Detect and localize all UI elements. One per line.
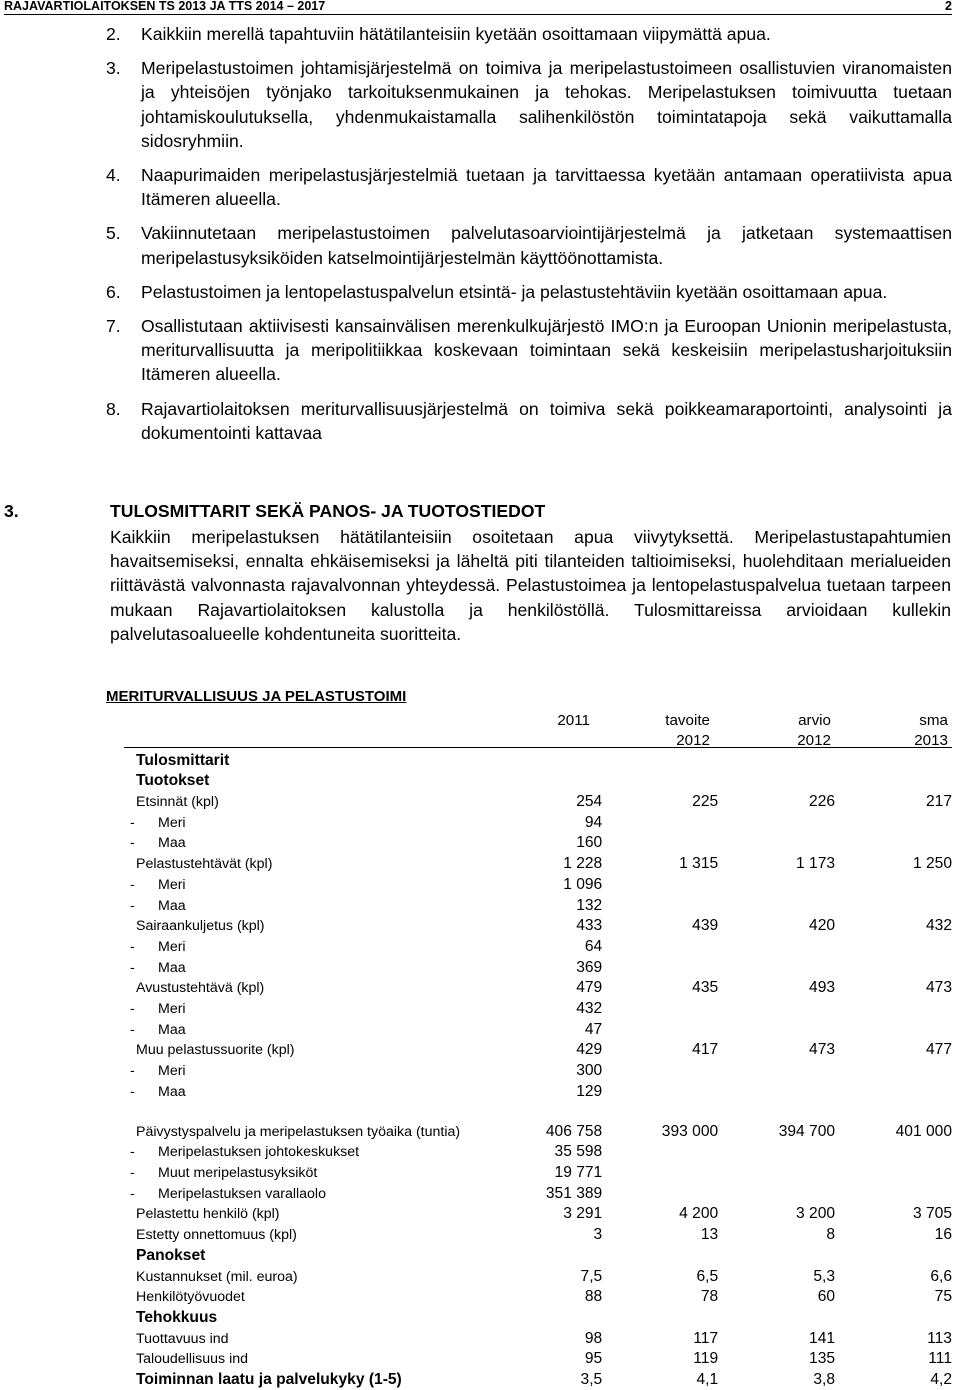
cell-value [602,1060,718,1081]
list-item [106,22,952,46]
row-label-text: Maa [158,1021,186,1038]
row-label [136,1102,529,1142]
row-label [130,1019,529,1040]
table-row [136,1245,952,1266]
column-header-sma [858,711,948,751]
table-row [136,750,952,771]
cell-value: 4,2 [930,1370,952,1388]
cell-value: 129 [576,1082,603,1100]
row-label [136,791,529,812]
cell-value: 4,1 [696,1370,719,1388]
table-row [136,1328,952,1349]
cell-value: 113 [927,1329,952,1347]
column-header-line2: 2013 [914,732,948,749]
cell-value: 433 [576,917,603,935]
row-label [130,998,529,1019]
cell-value [835,1162,952,1183]
table-row [136,1287,952,1308]
cell-value [602,771,718,792]
cell-value [718,874,835,895]
cell-value: 439 [692,917,719,935]
list-item-number: 4. [106,165,121,186]
list-item-text: Naapurimaiden meripelastusjärjestelmiä tuetaan ja tarvittaessa kyetään antamaan operatiivista apua Itämeren alueella. [141,165,952,210]
cell-value: 117 [693,1329,719,1347]
cell-value [602,1183,718,1204]
row-label-text: Maa [158,835,186,852]
cell-value: 217 [925,793,952,811]
page-header [4,0,952,15]
cell-value [835,1081,952,1102]
list-item [106,397,952,445]
list-item-number: 5. [106,223,121,244]
cell-value: 8 [826,1226,836,1244]
row-label-text: Henkilötyövuodet [136,1289,245,1306]
cell-value: 160 [576,834,603,852]
cell-value [602,895,718,916]
cell-value [529,1307,602,1328]
cell-value [602,750,718,771]
table-row [136,791,952,812]
table-row [136,957,952,978]
row-label [130,874,529,895]
cell-value [835,998,952,1019]
section-body: Kaikkiin meripelastuksen hätätilanteisiin osoitetaan apua viivytyksettä. Meripelastustapahtumien havaitsemiseksi, ennalta ehkäisemiseksi ja läheltä piti tilanteiden taltioimiseksi, huolehditaan merialueiden riittävästä valvonnasta rajavalvonnan yhteydessä. Pelastustoimea ja lentopelastuspalvelua tuetaan tarpeen mukaan Rajavartiolaitoksen kalustolla ja henkilöstöllä. Tulosmittareissa arvioidaan kullekin palvelutasoalueelle kohdentuneita suoritteita. [110,527,951,644]
cell-value [602,998,718,1019]
header-title: RAJAVARTIOLAITOKSEN TS 2013 JA TTS 2014 – 2017 [4,0,326,13]
dash-marker: - [130,1063,135,1079]
table-row [136,1102,952,1142]
list-item-text: Vakiinnutetaan meripelastustoimen palvelutasoarviointijärjestelmä ja jatketaan systemaattisen meripelastusyksiköiden katselmointijärjestelmän käyttöönottamista. [141,223,952,268]
cell-value: 35 598 [554,1143,603,1161]
cell-value [718,1019,835,1040]
row-label-text: Toiminnan laatu ja palvelukyky (1-5) [136,1370,402,1388]
cell-value [718,957,835,978]
dash-marker: - [130,897,135,914]
row-label-text: Maa [158,959,186,976]
cell-value [718,998,835,1019]
column-header-line2: 2012 [676,732,710,749]
row-label-text: Meripelastuksen johtokeskukset [158,1144,360,1161]
cell-value: 300 [576,1062,603,1079]
cell-value: 98 [584,1329,603,1347]
cell-value [718,1060,835,1081]
row-label-text: Sairaankuljetus (kpl) [136,918,265,935]
row-label-text: Tehokkuus [136,1308,218,1326]
row-label [130,895,529,916]
cell-value [602,1162,718,1183]
cell-value: 141 [809,1329,836,1347]
table-header-rule [124,747,952,748]
table-row [136,978,952,999]
cell-value: 19 771 [554,1164,603,1182]
dash-marker: - [130,1144,135,1161]
cell-value [602,1307,718,1328]
row-label [136,1040,529,1061]
table-row [136,1224,952,1245]
column-header-line1: arvio [798,712,831,729]
table-row [136,1142,952,1163]
cell-value: 432 [576,999,603,1017]
cell-value [835,936,952,957]
column-header-arvio [741,711,831,751]
cell-value [718,833,835,854]
cell-value: 60 [817,1288,836,1306]
list-item-text: Rajavartiolaitoksen meriturvallisuusjärjestelmä on toimiva sekä poikkeamaraportointi, analysointi ja dokumentointi kattavaa [141,398,952,443]
cell-value [835,750,952,771]
row-label [136,771,529,792]
cell-value [529,1245,602,1266]
row-label [136,1245,529,1266]
table-row [136,1060,952,1081]
cell-value: 3 291 [563,1205,603,1223]
row-label-text: Kustannukset (mil. euroa) [136,1268,298,1285]
cell-value: 1 228 [563,855,603,873]
cell-value [718,1307,835,1328]
cell-value [718,895,835,916]
cell-value [602,1245,718,1266]
cell-value [835,1245,952,1266]
cell-value: 13 [700,1226,719,1244]
row-label-text: Tulosmittarit [136,751,230,769]
cell-value: 493 [809,979,836,997]
list-item [106,163,952,211]
column-header-2011 [500,711,590,731]
row-label-text: Päivystyspalvelu ja meripelastuksen työaika (tuntia) [136,1123,461,1140]
cell-value: 7,5 [580,1267,603,1285]
cell-value: 64 [584,937,603,955]
dash-marker: - [130,938,135,955]
cell-value [718,1183,835,1204]
cell-value [718,1142,835,1163]
dash-marker: - [130,835,135,852]
table-row [136,1019,952,1040]
table-row [136,1204,952,1225]
cell-value [529,750,602,771]
cell-value [718,1162,835,1183]
cell-value: 111 [928,1350,952,1368]
cell-value [602,833,718,854]
cell-value [718,936,835,957]
column-header-tavoite [620,711,710,751]
list-item [106,280,952,304]
cell-value: 435 [692,979,719,997]
cell-value [718,812,835,833]
section-number: 3. [4,501,19,521]
cell-value: 4 200 [679,1205,719,1223]
cell-value: 479 [576,979,603,997]
cell-value: 1 315 [679,855,719,873]
section-title: TULOSMITTARIT SEKÄ PANOS- JA TUOTOSTIEDOT [110,501,546,521]
cell-value: 1 173 [796,855,836,873]
cell-value [835,1142,952,1163]
table-row [136,833,952,854]
cell-value: 401 000 [895,1122,952,1140]
row-label [136,1224,529,1245]
column-header-line1: sma [919,712,948,729]
row-label [130,1142,529,1163]
row-label-text: Meri [158,1000,186,1017]
list-item-text: Pelastustoimen ja lentopelastuspalvelun etsintä- ja pelastustehtäviin kyetään osoittamaan apua. [141,281,888,302]
cell-value: 3 705 [912,1205,952,1223]
table-row [136,936,952,957]
list-item-number: 7. [106,316,121,337]
row-label [130,812,529,833]
row-label [130,833,529,854]
row-label-text: Taloudellisuus ind [136,1351,248,1368]
cell-value: 254 [576,793,603,811]
table-row [136,1349,952,1370]
table-row [136,874,952,895]
cell-value: 132 [576,896,603,914]
cell-value: 1 096 [563,875,603,893]
cell-value [835,1307,952,1328]
cell-value: 226 [809,793,836,811]
cell-value [529,771,602,792]
table-row [136,1081,952,1102]
row-label [130,1060,529,1081]
table-row [136,812,952,833]
metrics-table [130,750,952,1390]
cell-value: 473 [809,1041,836,1059]
cell-value: 3,8 [813,1370,836,1388]
row-label [136,1287,529,1308]
row-label-text: Maa [158,897,186,914]
table-row [136,1183,952,1204]
dash-marker: - [130,876,135,893]
cell-value [602,1081,718,1102]
table-row [136,1369,952,1390]
column-header-line2: 2012 [797,732,831,749]
cell-value: 420 [809,917,836,935]
list-item-text: Meripelastustoimen johtamisjärjestelmä on toimiva ja meripelastustoimeen osallistuvien viranomaisten ja yhteisöjen työnjako tarkoituksenmukainen ja tehokas. Meripelastuksen toimivuutta tuetaan johtamiskoulutuksella, yhdenmukaistamalla salihenkilöstön toimintatapoja sekä vaikuttamalla sidosryhmiin. [141,58,952,151]
row-label-text: Meri [158,814,186,831]
column-header-line1: 2011 [557,712,590,729]
row-label [136,1266,529,1287]
cell-value: 3,5 [580,1370,603,1388]
dash-marker: - [130,1185,135,1202]
list-item-number: 3. [106,58,121,79]
cell-value: 394 700 [778,1122,836,1140]
cell-value [602,957,718,978]
row-label [136,978,529,999]
cell-value: 6,6 [930,1267,952,1285]
cell-value [835,1060,952,1081]
page-number: 2 [945,0,952,13]
cell-value [718,1081,835,1102]
cell-value: 5,3 [813,1267,836,1285]
row-label-text: Maa [158,1083,186,1100]
cell-value: 88 [584,1288,603,1306]
cell-value: 417 [692,1041,719,1059]
row-label-text: Tuottavuus ind [136,1330,229,1347]
cell-value [835,1019,952,1040]
row-label [130,936,529,957]
table-row [136,895,952,916]
dash-marker: - [130,1000,135,1017]
table-row [136,1307,952,1328]
cell-value: 95 [584,1350,603,1368]
row-label [136,916,529,937]
cell-value: 406 758 [545,1122,603,1140]
table-row [136,998,952,1019]
row-label-text: Estetty onnettomuus (kpl) [136,1227,297,1244]
cell-value: 47 [584,1020,603,1038]
row-label [136,1349,529,1370]
cell-value: 225 [692,793,719,811]
cell-value: 78 [700,1288,719,1306]
dash-marker: - [130,959,135,976]
cell-value: 429 [576,1041,603,1059]
row-label [130,957,529,978]
cell-value: 432 [925,917,952,935]
cell-value [835,812,952,833]
table-row [136,853,952,874]
column-header-line1: tavoite [665,712,710,729]
table-row [136,1266,952,1287]
row-label [136,1328,529,1349]
row-label-text: Meri [158,938,186,955]
cell-value [602,1142,718,1163]
row-label-text: Muut meripelastusyksiköt [158,1165,318,1182]
cell-value [835,874,952,895]
cell-value [718,1245,835,1266]
cell-value: 393 000 [661,1122,719,1140]
row-label [136,853,529,874]
dash-marker: - [130,1165,135,1182]
row-label [136,1369,529,1390]
cell-value: 3 200 [796,1205,836,1223]
cell-value [602,812,718,833]
row-label-text: Meri [158,876,186,893]
row-label [130,1183,529,1204]
cell-value: 135 [809,1350,836,1368]
list-item [106,56,952,153]
row-label [136,1204,529,1225]
cell-value: 3 [593,1226,603,1244]
table-row [136,916,952,937]
table-row [136,1162,952,1183]
table-row [136,771,952,792]
row-label-text: Panokset [136,1246,206,1264]
cell-value [835,895,952,916]
row-label-text: Muu pelastussuorite (kpl) [136,1042,295,1059]
cell-value [835,1183,952,1204]
cell-value: 369 [576,958,603,976]
cell-value [602,874,718,895]
dash-marker: - [130,1021,135,1038]
cell-value: 16 [934,1226,952,1244]
cell-value: 6,5 [696,1267,719,1285]
list-item [106,221,952,269]
row-label-text: Tuotokset [136,772,210,790]
row-label-text: Pelastettu henkilö (kpl) [136,1206,280,1223]
cell-value [718,750,835,771]
row-label-text: Meripelastuksen varallaolo [158,1185,326,1202]
cell-value [718,771,835,792]
list-item-number: 8. [106,398,121,419]
cell-value: 477 [925,1041,952,1059]
cell-value: 473 [925,979,952,997]
row-label-text: Avustustehtävä (kpl) [136,980,265,997]
cell-value: 94 [584,813,603,831]
dash-marker: - [130,1083,135,1100]
list-item-number: 2. [106,24,121,44]
list-item-text: Osallistutaan aktiivisesti kansainvälisen merenkulkujärjestö IMO:n ja Euroopan Unionin meripelastusta, meriturvallisuutta ja meripolitiikkaa koskevaan toimintaan sekä keskeisiin meripelastusharjoituksiin Itämeren alueella. [141,316,952,385]
cell-value [602,936,718,957]
row-label-text: Etsinnät (kpl) [136,794,219,811]
dash-marker: - [130,814,135,831]
row-label-text: Meri [158,1063,186,1079]
row-label [136,1307,529,1328]
cell-value: 75 [934,1288,952,1306]
cell-value: 1 250 [912,855,952,873]
row-label-text: Pelastustehtävät (kpl) [136,856,273,873]
cell-value [835,833,952,854]
list-item-text: Kaikkiin merellä tapahtuviin hätätilanteisiin kyetään osoittamaan viipymättä apua. [141,24,771,44]
row-label [136,750,529,771]
row-label [130,1162,529,1183]
list-item [106,314,952,387]
cell-value [835,957,952,978]
table-title: MERITURVALLISUUS JA PELASTUSTOIMI [106,688,407,705]
objectives-list [106,22,952,455]
cell-value [602,1019,718,1040]
cell-value [835,771,952,792]
table-row [136,1040,952,1061]
cell-value: 119 [693,1350,719,1368]
cell-value: 351 389 [545,1184,603,1202]
list-item-number: 6. [106,281,121,302]
row-label [130,1081,529,1102]
